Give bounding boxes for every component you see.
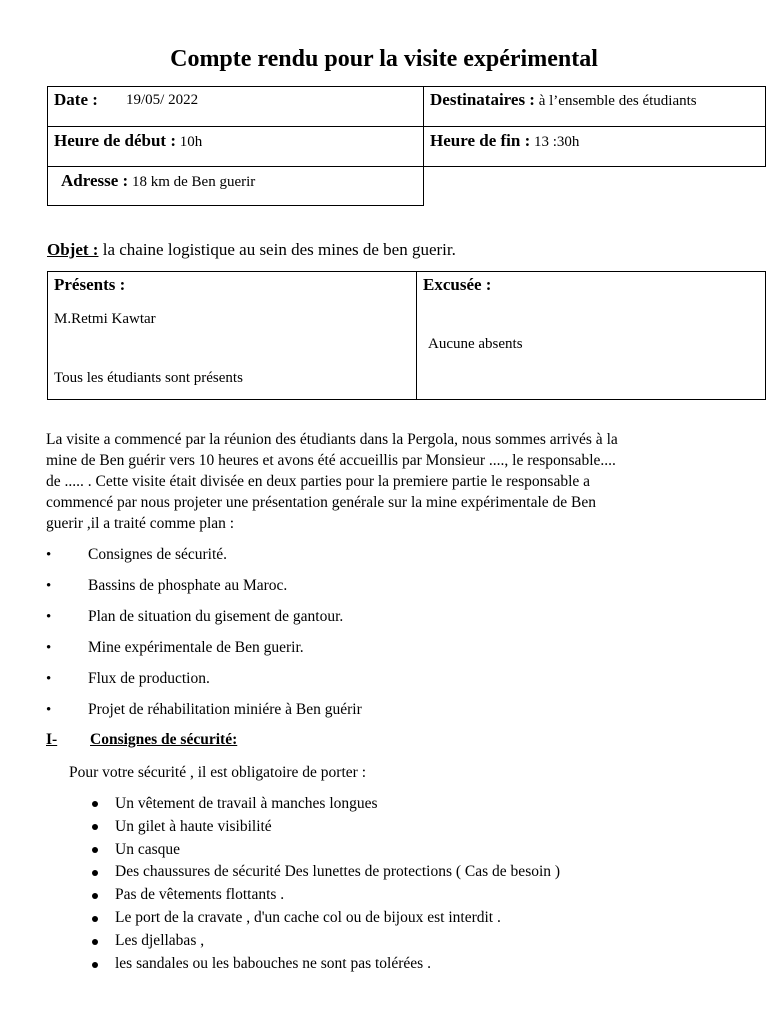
bullet-icon bbox=[92, 824, 98, 830]
present-label: Présents : bbox=[54, 275, 126, 294]
plan-item: Mine expérimentale de Ben guerir. bbox=[88, 639, 304, 656]
subject-label: Objet : bbox=[47, 240, 99, 259]
safety-item: Un casque bbox=[115, 841, 180, 858]
bullet-icon: • bbox=[46, 547, 52, 563]
plan-item: Bassins de phosphate au Maroc. bbox=[88, 577, 288, 594]
address-label: Adresse : bbox=[61, 171, 129, 190]
intro-line: commencé par nous projeter une présentation genérale sur la mine expérimentale de Ben bbox=[46, 494, 597, 511]
end-time-label: Heure de fin : bbox=[430, 131, 531, 150]
start-time-line bbox=[54, 131, 202, 151]
subject-line bbox=[47, 240, 456, 260]
address-cell bbox=[47, 166, 424, 206]
bullet-icon bbox=[92, 847, 98, 853]
plan-item: Flux de production. bbox=[88, 670, 210, 687]
plan-item: Plan de situation du gisement de gantour. bbox=[88, 608, 344, 625]
safety-item: Un vêtement de travail à manches longues bbox=[115, 795, 378, 812]
bullet-icon: • bbox=[46, 702, 52, 718]
safety-item: les sandales ou les babouches ne sont pas tolérées . bbox=[115, 955, 431, 972]
document-title: Compte rendu pour la visite expérimental bbox=[170, 46, 598, 72]
recipients-line bbox=[430, 90, 697, 110]
bullet-icon bbox=[92, 939, 98, 945]
excused-cell bbox=[416, 271, 766, 400]
date-label: Date : bbox=[54, 90, 98, 109]
recipients-cell bbox=[423, 86, 766, 127]
recipients-label: Destinataires : bbox=[430, 90, 535, 109]
bullet-icon bbox=[92, 893, 98, 899]
safety-item: Le port de la cravate , d'un cache col ou de bijoux est interdit . bbox=[115, 909, 501, 926]
intro-line: mine de Ben guérir vers 10 heures et avons été accueillis par Monsieur ...., le responsable.... bbox=[46, 452, 616, 469]
bullet-icon: • bbox=[46, 578, 52, 594]
section-title: Consignes de sécurité: bbox=[90, 731, 238, 748]
plan-item: Consignes de sécurité. bbox=[88, 546, 228, 563]
safety-item: Les djellabas , bbox=[115, 932, 205, 949]
start-time-cell bbox=[47, 126, 424, 167]
safety-item: Des chaussures de sécurité Des lunettes de protections ( Cas de besoin ) bbox=[115, 863, 561, 880]
bullet-icon bbox=[92, 870, 98, 876]
bullet-icon bbox=[92, 801, 98, 807]
present-person: M.Retmi Kawtar bbox=[54, 311, 156, 327]
end-time-cell bbox=[423, 126, 766, 167]
intro-line: de ..... . Cette visite était divisée en deux parties pour la premiere partie le responsable a bbox=[46, 473, 591, 490]
intro-line: La visite a commencé par la réunion des étudiants dans la Pergola, nous sommes arrivés à la bbox=[46, 431, 618, 448]
date-cell bbox=[47, 86, 424, 127]
present-cell bbox=[47, 271, 417, 400]
recipients-value: à l’ensemble des étudiants bbox=[538, 93, 697, 109]
subject-value: la chaine logistique au sein des mines de ben guerir. bbox=[102, 240, 456, 259]
section-intro: Pour votre sécurité , il est obligatoire de porter : bbox=[69, 764, 366, 781]
end-time-value: 13 :30h bbox=[534, 134, 580, 150]
bullet-icon: • bbox=[46, 640, 52, 656]
safety-item: Un gilet à haute visibilité bbox=[115, 818, 272, 835]
address-line bbox=[61, 171, 255, 191]
end-time-line bbox=[430, 131, 579, 151]
plan-item: Projet de réhabilitation miniére à Ben guérir bbox=[88, 701, 362, 718]
bullet-icon: • bbox=[46, 609, 52, 625]
present-all: Tous les étudiants sont présents bbox=[54, 370, 243, 386]
bullet-icon: • bbox=[46, 671, 52, 687]
intro-line: guerir ,il a traité comme plan : bbox=[46, 515, 235, 532]
address-value: 18 km de Ben guerir bbox=[131, 174, 256, 190]
excused-label: Excusée : bbox=[423, 275, 492, 294]
safety-item: Pas de vêtements flottants . bbox=[115, 886, 285, 903]
start-time-label: Heure de début : bbox=[54, 131, 176, 150]
date-value: 19/05/ 2022 bbox=[126, 92, 199, 108]
bullet-icon bbox=[92, 916, 98, 922]
bullet-icon bbox=[92, 962, 98, 968]
start-time-value: 10h bbox=[179, 134, 203, 150]
excused-value: Aucune absents bbox=[428, 336, 523, 352]
section-number: I- bbox=[46, 731, 58, 748]
section-heading bbox=[46, 731, 237, 749]
